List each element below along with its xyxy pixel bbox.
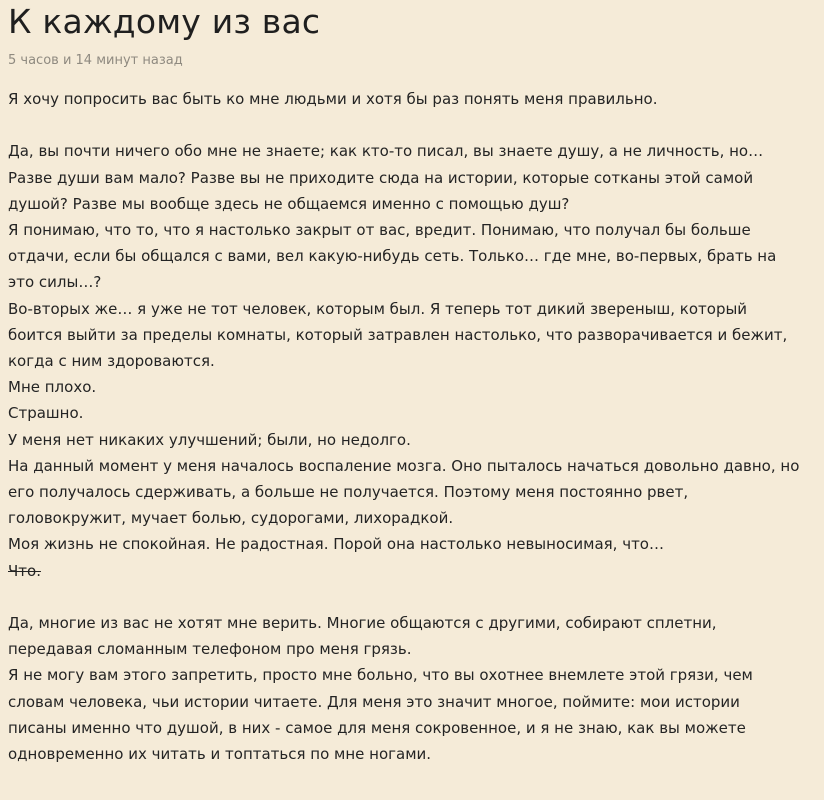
body-line: одновременно их читать и топтаться по мне ногами. [8,745,432,764]
body-line: боится выйти за пределы комнаты, который затравлен настолько, что разворачивается и бежит, [8,325,788,344]
body-line: Я понимаю, что то, что я настолько закрыт от вас, вредит. Понимаю, что получал бы больше [8,221,751,239]
body-line: словам человека, чьи истории читаете. Для меня это значит многое, поймите: мои истории [8,692,740,711]
blank-line [8,584,824,610]
body-line: Я не могу вам этого запретить, просто мне больно, что вы охотнее внемлете этой грязи, чем [8,666,753,685]
body-line: Да, вы почти ничего обо мне не знаете; как кто-то писал, вы знаете душу, а не личность, но… [8,142,764,161]
body-line: его получалось сдерживать, а больше не получается. Поэтому меня постоянно рвет, [8,483,689,502]
body-line: Да, многие из вас не хотят мне верить. Многие общаются с другими, собирают сплетни, [8,614,717,633]
body-line: когда с ним здороваются. [8,352,215,371]
body-line: душой? Разве мы вообще здесь не общаемся именно с помощью душ? [8,194,570,213]
body-line: На данный момент у меня началось воспаление мозга. Оно пыталось начаться довольно давно, но [8,456,800,475]
body-line: отдачи, если бы общался с вами, вел какую-нибудь сеть. Только… где мне, во-первых, брать на [8,247,777,266]
body-line: Моя жизнь не спокойная. Не радостная. Порой она настолько невыносимая, что… [8,535,664,554]
body-line: писаны именно что душой, в них - самое для меня сокровенное, и я не знаю, как вы можете [8,718,746,737]
post-body [8,86,824,767]
body-line: Я хочу попросить вас быть ко мне людьми и хотя бы раз понять меня правильно. [8,90,658,108]
post-title: К каждому из вас [8,2,321,41]
body-line: У меня нет никаких улучшений; были, но недолго. [8,430,411,449]
blank-line [8,112,824,138]
body-line: Мне плохо. [8,378,97,397]
body-line: это силы…? [8,273,102,292]
strikethrough-line: Что. [8,561,41,580]
body-line: Разве души вам мало? Разве вы не приходите сюда на истории, которые сотканы этой самой [8,168,754,187]
body-line: Страшно. [8,404,84,423]
body-line: передавая сломанным телефоном про меня грязь. [8,640,412,659]
body-line: головокружит, мучает болью, судорогами, лихорадкой. [8,509,454,528]
body-line: Во-вторых же… я уже не тот человек, которым был. Я теперь тот дикий звереныш, который [8,299,748,318]
post-timestamp: 5 часов и 14 минут назад [8,53,183,68]
